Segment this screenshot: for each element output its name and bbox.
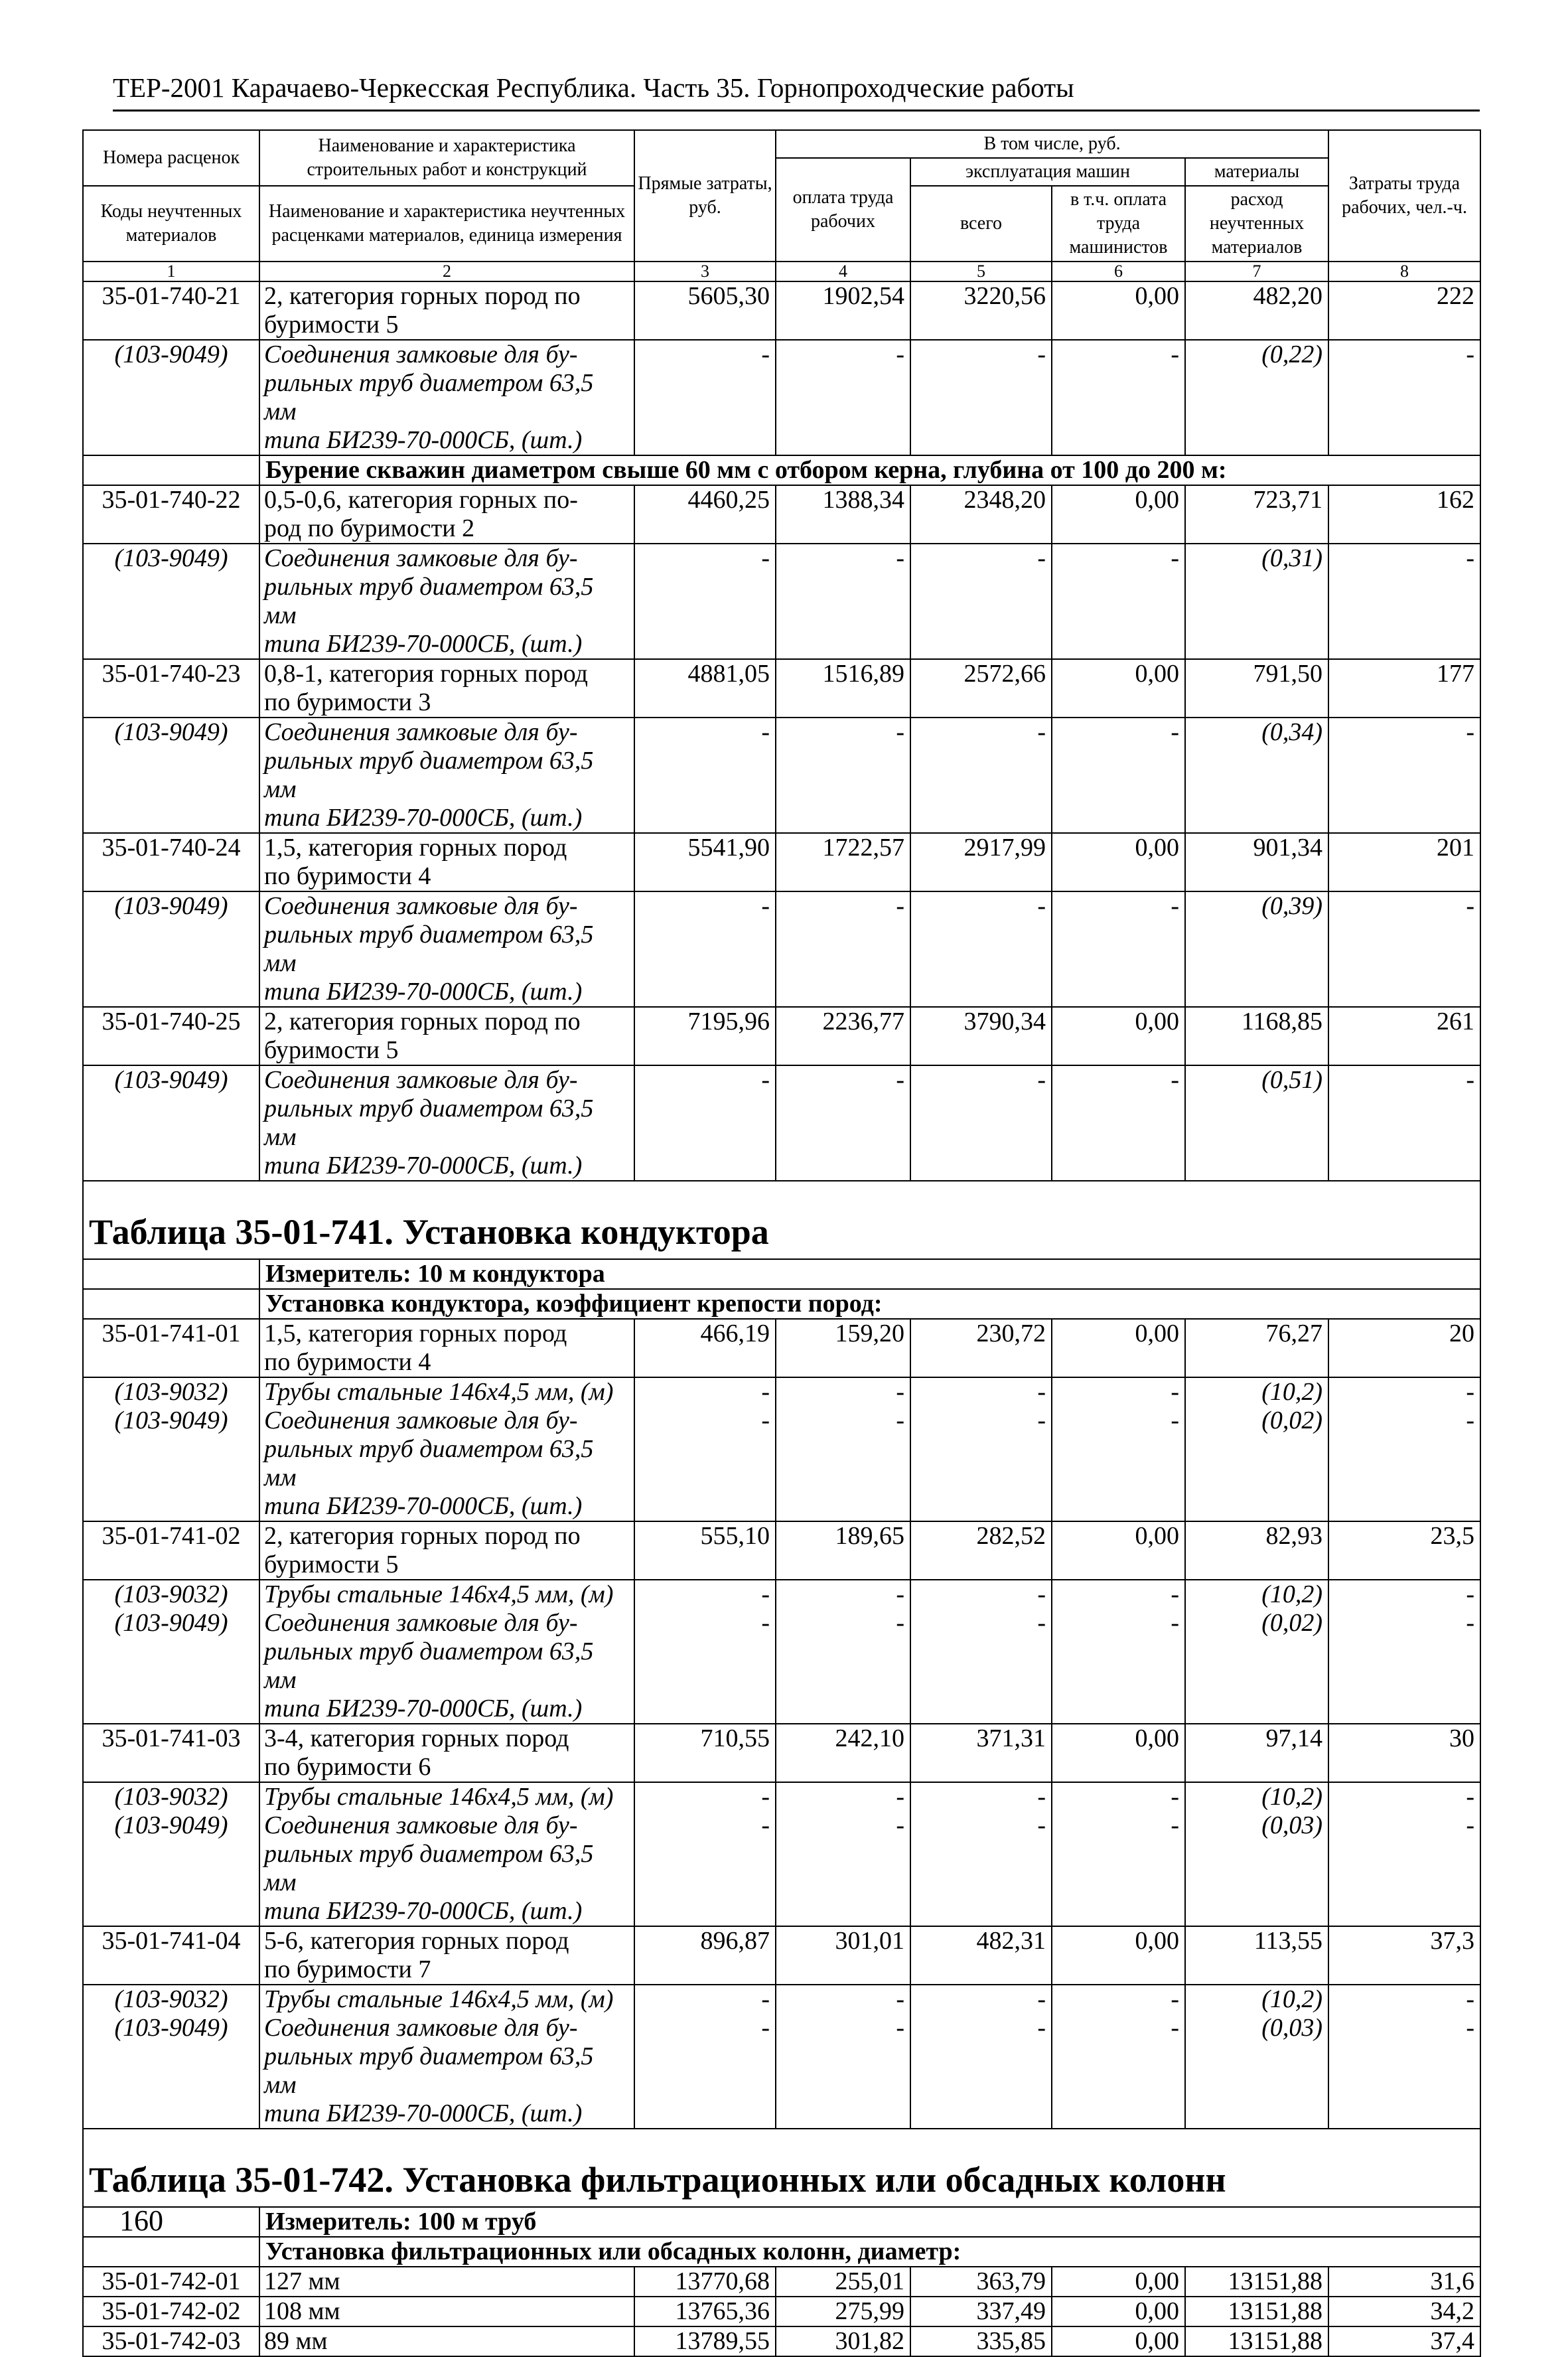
material-code: (103-9049) xyxy=(83,891,259,1007)
hdr-names-bottom: Наименование и характеристика неучтенных расценками материалов, единица измерения xyxy=(259,186,634,262)
material-use: (10,2) (0,02) xyxy=(1185,1580,1328,1724)
rate-row xyxy=(83,659,1480,718)
rate-name: 2, категория горных пород по буримости 5 xyxy=(259,1521,634,1580)
machines-total: - xyxy=(910,891,1052,1007)
labor-hours: 201 xyxy=(1328,833,1480,891)
rate-group xyxy=(83,1007,1480,1181)
rate-row xyxy=(83,1319,1480,1377)
machines-labor: 0,00 xyxy=(1052,2326,1185,2356)
labor-pay: - xyxy=(776,718,910,833)
labor-pay: - xyxy=(776,1065,910,1181)
direct-cost: 466,19 xyxy=(634,1319,776,1377)
machines-total: 335,85 xyxy=(910,2326,1052,2356)
labor-hours: 177 xyxy=(1328,659,1480,718)
labor-pay: 1722,57 xyxy=(776,833,910,891)
material-name: Трубы стальные 146х4,5 мм, (м) Соединения замковые для бу- рильных труб диаметром 63,5 мм типа БИ239-70-000СБ, (шт.) xyxy=(259,1985,634,2129)
col-number: 2 xyxy=(259,262,634,281)
materials: 97,14 xyxy=(1185,1724,1328,1782)
page-number: 160 xyxy=(119,2204,163,2237)
material-code: (103-9032) (103-9049) xyxy=(83,1782,259,1926)
hdr-codes-top: Номера расценок xyxy=(83,130,259,186)
rate-code: 35-01-740-22 xyxy=(83,485,259,544)
machines-labor: - xyxy=(1052,891,1185,1007)
material-code: (103-9049) xyxy=(83,340,259,455)
labor-pay: 189,65 xyxy=(776,1521,910,1580)
machines-total: - xyxy=(910,544,1052,659)
direct-cost: - xyxy=(634,1065,776,1181)
rate-group xyxy=(83,833,1480,1007)
page-header: ТЕР-2001 Карачаево-Черкесская Республика. Часть 35. Горнопроходческие работы xyxy=(113,72,1074,103)
materials: 76,27 xyxy=(1185,1319,1328,1377)
material-code: (103-9032) (103-9049) xyxy=(83,1377,259,1521)
material-name: Трубы стальные 146х4,5 мм, (м) Соединения замковые для бу- рильных труб диаметром 63,5 мм типа БИ239-70-000СБ, (шт.) xyxy=(259,1782,634,1926)
material-use: (0,22) xyxy=(1185,340,1328,455)
material-row xyxy=(83,1377,1480,1521)
direct-cost: - xyxy=(634,891,776,1007)
direct-cost: 13770,68 xyxy=(634,2267,776,2297)
materials: 901,34 xyxy=(1185,833,1328,891)
materials: 82,93 xyxy=(1185,1521,1328,1580)
measure-unit: Измеритель: 10 м кондуктора xyxy=(259,1259,1480,1289)
machines-total: - xyxy=(910,1065,1052,1181)
table-742-heading xyxy=(83,2129,1480,2267)
direct-cost: 4881,05 xyxy=(634,659,776,718)
material-code: (103-9049) xyxy=(83,544,259,659)
rate-group xyxy=(83,485,1480,659)
direct-cost: 5605,30 xyxy=(634,281,776,340)
column-numbers xyxy=(83,262,1480,281)
labor-hours: - xyxy=(1328,340,1480,455)
rate-row xyxy=(83,2297,1480,2326)
labor-hours: 34,2 xyxy=(1328,2297,1480,2326)
machines-labor: - xyxy=(1052,718,1185,833)
labor-hours: 222 xyxy=(1328,281,1480,340)
col-number: 8 xyxy=(1328,262,1480,281)
material-use: (0,39) xyxy=(1185,891,1328,1007)
rate-code: 35-01-741-02 xyxy=(83,1521,259,1580)
material-use: (10,2) (0,02) xyxy=(1185,1377,1328,1521)
machines-total: 3790,34 xyxy=(910,1007,1052,1065)
material-use: (10,2) (0,03) xyxy=(1185,1985,1328,2129)
labor-hours: 37,4 xyxy=(1328,2326,1480,2356)
hdr-codes-bottom: Коды неучтенных материалов xyxy=(83,186,259,262)
machines-labor: 0,00 xyxy=(1052,2267,1185,2297)
material-name: Трубы стальные 146х4,5 мм, (м) Соединения замковые для бу- рильных труб диаметром 63,5 мм типа БИ239-70-000СБ, (шт.) xyxy=(259,1580,634,1724)
direct-cost: 13765,36 xyxy=(634,2297,776,2326)
rate-name: 1,5, категория горных пород по буримости 4 xyxy=(259,833,634,891)
machines-total: 2348,20 xyxy=(910,485,1052,544)
table-title: Таблица 35-01-741. Установка кондуктора xyxy=(83,1181,1480,1259)
machines-labor: - - xyxy=(1052,1377,1185,1521)
hdr-machines: эксплуатация машин xyxy=(910,158,1185,186)
machines-total: - - xyxy=(910,1985,1052,2129)
rate-name: 5-6, категория горных пород по буримости 7 xyxy=(259,1926,634,1985)
machines-labor: 0,00 xyxy=(1052,1724,1185,1782)
direct-cost: - xyxy=(634,340,776,455)
table-title: Таблица 35-01-742. Установка фильтрационных или обсадных колонн xyxy=(83,2129,1480,2207)
rate-row xyxy=(83,2267,1480,2297)
rate-code: 35-01-742-02 xyxy=(83,2297,259,2326)
rate-group xyxy=(83,1724,1480,1926)
material-row xyxy=(83,1782,1480,1926)
machines-labor: 0,00 xyxy=(1052,1521,1185,1580)
labor-hours: - xyxy=(1328,544,1480,659)
col-number: 6 xyxy=(1052,262,1185,281)
machines-total: 337,49 xyxy=(910,2297,1052,2326)
rate-code: 35-01-741-01 xyxy=(83,1319,259,1377)
labor-pay: - xyxy=(776,340,910,455)
machines-total: - - xyxy=(910,1580,1052,1724)
rate-row xyxy=(83,1724,1480,1782)
direct-cost: 710,55 xyxy=(634,1724,776,1782)
machines-total: 2572,66 xyxy=(910,659,1052,718)
rate-name: 0,5-0,6, категория горных по- род по буримости 2 xyxy=(259,485,634,544)
labor-hours: 37,3 xyxy=(1328,1926,1480,1985)
direct-cost: 5541,90 xyxy=(634,833,776,891)
material-code: (103-9049) xyxy=(83,718,259,833)
direct-cost: - - xyxy=(634,1580,776,1724)
machines-labor: - xyxy=(1052,544,1185,659)
machines-total: 363,79 xyxy=(910,2267,1052,2297)
rate-code: 35-01-742-01 xyxy=(83,2267,259,2297)
machines-labor: - - xyxy=(1052,1782,1185,1926)
col-number: 7 xyxy=(1185,262,1328,281)
direct-cost: - - xyxy=(634,1985,776,2129)
hdr-in-total: В том числе, руб. xyxy=(776,130,1328,158)
machines-total: 2917,99 xyxy=(910,833,1052,891)
material-code: (103-9032) (103-9049) xyxy=(83,1985,259,2129)
labor-hours: 31,6 xyxy=(1328,2267,1480,2297)
labor-pay: 242,10 xyxy=(776,1724,910,1782)
labor-pay: 1388,34 xyxy=(776,485,910,544)
material-code: (103-9032) (103-9049) xyxy=(83,1580,259,1724)
labor-pay: 301,82 xyxy=(776,2326,910,2356)
material-name: Соединения замковые для бу- рильных труб диаметром 63,5 мм типа БИ239-70-000СБ, (шт.) xyxy=(259,1065,634,1181)
rate-group xyxy=(83,1521,1480,1724)
rate-row xyxy=(83,2326,1480,2356)
materials: 113,55 xyxy=(1185,1926,1328,1985)
labor-pay: - - xyxy=(776,1782,910,1926)
material-use: (0,34) xyxy=(1185,718,1328,833)
col-number: 5 xyxy=(910,262,1052,281)
rate-row xyxy=(83,1926,1480,1985)
material-row xyxy=(83,891,1480,1007)
rate-code: 35-01-740-24 xyxy=(83,833,259,891)
rate-row xyxy=(83,1521,1480,1580)
direct-cost: 4460,25 xyxy=(634,485,776,544)
machines-total: 282,52 xyxy=(910,1521,1052,1580)
machines-labor: 0,00 xyxy=(1052,2297,1185,2326)
labor-pay: - - xyxy=(776,1377,910,1521)
direct-cost: - - xyxy=(634,1782,776,1926)
labor-hours: - xyxy=(1328,1065,1480,1181)
labor-hours: 261 xyxy=(1328,1007,1480,1065)
direct-cost: - xyxy=(634,718,776,833)
labor-hours: - xyxy=(1328,891,1480,1007)
material-row xyxy=(83,1985,1480,2129)
section xyxy=(83,455,1480,485)
labor-pay: 1902,54 xyxy=(776,281,910,340)
machines-labor: - xyxy=(1052,1065,1185,1181)
hdr-direct-costs: Прямые затраты, руб. xyxy=(634,130,776,262)
hdr-labor: оплата труда рабочих xyxy=(776,158,910,262)
material-name: Трубы стальные 146х4,5 мм, (м) Соединения замковые для бу- рильных труб диаметром 63,5 мм типа БИ239-70-000СБ, (шт.) xyxy=(259,1377,634,1521)
direct-cost: 7195,96 xyxy=(634,1007,776,1065)
labor-pay: - - xyxy=(776,1580,910,1724)
rate-name: 89 мм xyxy=(259,2326,634,2356)
material-name: Соединения замковые для бу- рильных труб диаметром 63,5 мм типа БИ239-70-000СБ, (шт.) xyxy=(259,340,634,455)
direct-cost: 13789,55 xyxy=(634,2326,776,2356)
machines-total: - xyxy=(910,340,1052,455)
labor-hours: - - xyxy=(1328,1377,1480,1521)
labor-hours: - - xyxy=(1328,1782,1480,1926)
machines-labor: - - xyxy=(1052,1580,1185,1724)
machines-total: - xyxy=(910,718,1052,833)
material-row xyxy=(83,1580,1480,1724)
rate-code: 35-01-740-21 xyxy=(83,281,259,340)
col-number: 3 xyxy=(634,262,776,281)
materials: 13151,88 xyxy=(1185,2297,1328,2326)
direct-cost: - - xyxy=(634,1377,776,1521)
machines-total: 482,31 xyxy=(910,1926,1052,1985)
hdr-materials-use: расход неучтенных материалов xyxy=(1185,186,1328,262)
machines-labor: 0,00 xyxy=(1052,1007,1185,1065)
labor-hours: 23,5 xyxy=(1328,1521,1480,1580)
machines-labor: 0,00 xyxy=(1052,833,1185,891)
machines-labor: 0,00 xyxy=(1052,485,1185,544)
machines-labor: - xyxy=(1052,340,1185,455)
material-row xyxy=(83,718,1480,833)
material-use: (0,31) xyxy=(1185,544,1328,659)
material-use: (0,51) xyxy=(1185,1065,1328,1181)
labor-pay: 275,99 xyxy=(776,2297,910,2326)
table-741-heading xyxy=(83,1181,1480,1319)
machines-total: - - xyxy=(910,1377,1052,1521)
materials: 1168,85 xyxy=(1185,1007,1328,1065)
labor-pay: 1516,89 xyxy=(776,659,910,718)
labor-hours: 20 xyxy=(1328,1319,1480,1377)
machines-labor: - - xyxy=(1052,1985,1185,2129)
hdr-machines-total: всего xyxy=(910,186,1052,262)
machines-labor: 0,00 xyxy=(1052,659,1185,718)
rate-row xyxy=(83,1007,1480,1065)
labor-hours: 30 xyxy=(1328,1724,1480,1782)
rate-row xyxy=(83,833,1480,891)
labor-hours: 162 xyxy=(1328,485,1480,544)
section-title: Установка кондуктора, коэффициент крепости пород: xyxy=(259,1289,1480,1319)
rate-code: 35-01-742-03 xyxy=(83,2326,259,2356)
hdr-machines-labor: в т.ч. оплата труда машинистов xyxy=(1052,186,1185,262)
materials: 13151,88 xyxy=(1185,2326,1328,2356)
machines-total: 371,31 xyxy=(910,1724,1052,1782)
labor-pay: 2236,77 xyxy=(776,1007,910,1065)
machines-labor: 0,00 xyxy=(1052,1319,1185,1377)
hdr-materials: материалы xyxy=(1185,158,1328,186)
materials: 723,71 xyxy=(1185,485,1328,544)
rate-name: 3-4, категория горных пород по буримости 6 xyxy=(259,1724,634,1782)
material-use: (10,2) (0,03) xyxy=(1185,1782,1328,1926)
labor-pay: - - xyxy=(776,1985,910,2129)
rate-name: 2, категория горных пород по буримости 5 xyxy=(259,281,634,340)
table-header xyxy=(83,130,1480,281)
labor-pay: 255,01 xyxy=(776,2267,910,2297)
rate-group xyxy=(83,2267,1480,2356)
rate-name: 108 мм xyxy=(259,2297,634,2326)
direct-cost: 555,10 xyxy=(634,1521,776,1580)
rate-code: 35-01-741-04 xyxy=(83,1926,259,1985)
col-number: 4 xyxy=(776,262,910,281)
rate-name: 1,5, категория горных пород по буримости 4 xyxy=(259,1319,634,1377)
material-row xyxy=(83,544,1480,659)
material-name: Соединения замковые для бу- рильных труб диаметром 63,5 мм типа БИ239-70-000СБ, (шт.) xyxy=(259,718,634,833)
labor-pay: - xyxy=(776,891,910,1007)
material-code: (103-9049) xyxy=(83,1065,259,1181)
labor-hours: - - xyxy=(1328,1985,1480,2129)
rate-group xyxy=(83,281,1480,455)
materials: 13151,88 xyxy=(1185,2267,1328,2297)
hdr-names-top: Наименование и характеристика строительных работ и конструкций xyxy=(259,130,634,186)
header-rule xyxy=(113,110,1480,112)
col-number: 1 xyxy=(83,262,259,281)
section-title: Бурение скважин диаметром свыше 60 мм с отбором керна, глубина от 100 до 200 м: xyxy=(259,455,1480,485)
material-name: Соединения замковые для бу- рильных труб диаметром 63,5 мм типа БИ239-70-000СБ, (шт.) xyxy=(259,544,634,659)
rate-group xyxy=(83,1926,1480,2129)
rate-row xyxy=(83,281,1480,340)
materials: 482,20 xyxy=(1185,281,1328,340)
labor-pay: 301,01 xyxy=(776,1926,910,1985)
rate-name: 2, категория горных пород по буримости 5 xyxy=(259,1007,634,1065)
machines-labor: 0,00 xyxy=(1052,281,1185,340)
materials: 791,50 xyxy=(1185,659,1328,718)
rate-group xyxy=(83,659,1480,833)
machines-total: 230,72 xyxy=(910,1319,1052,1377)
labor-pay: 159,20 xyxy=(776,1319,910,1377)
labor-hours: - xyxy=(1328,718,1480,833)
rate-group xyxy=(83,1319,1480,1521)
rate-code: 35-01-740-23 xyxy=(83,659,259,718)
machines-total: - - xyxy=(910,1782,1052,1926)
labor-pay: - xyxy=(776,544,910,659)
rate-code: 35-01-741-03 xyxy=(83,1724,259,1782)
direct-cost: - xyxy=(634,544,776,659)
rates-table xyxy=(82,129,1481,2357)
machines-labor: 0,00 xyxy=(1052,1926,1185,1985)
section-title: Установка фильтрационных или обсадных колонн, диаметр: xyxy=(259,2237,1480,2267)
material-row xyxy=(83,1065,1480,1181)
material-row xyxy=(83,340,1480,455)
measure-unit: Измеритель: 100 м труб xyxy=(259,2207,1480,2237)
material-name: Соединения замковые для бу- рильных труб диаметром 63,5 мм типа БИ239-70-000СБ, (шт.) xyxy=(259,891,634,1007)
rate-name: 127 мм xyxy=(259,2267,634,2297)
rate-code: 35-01-740-25 xyxy=(83,1007,259,1065)
rate-name: 0,8-1, категория горных пород по буримости 3 xyxy=(259,659,634,718)
rate-row xyxy=(83,485,1480,544)
hdr-labor-cost: Затраты труда рабочих, чел.-ч. xyxy=(1328,130,1480,262)
machines-total: 3220,56 xyxy=(910,281,1052,340)
direct-cost: 896,87 xyxy=(634,1926,776,1985)
labor-hours: - - xyxy=(1328,1580,1480,1724)
